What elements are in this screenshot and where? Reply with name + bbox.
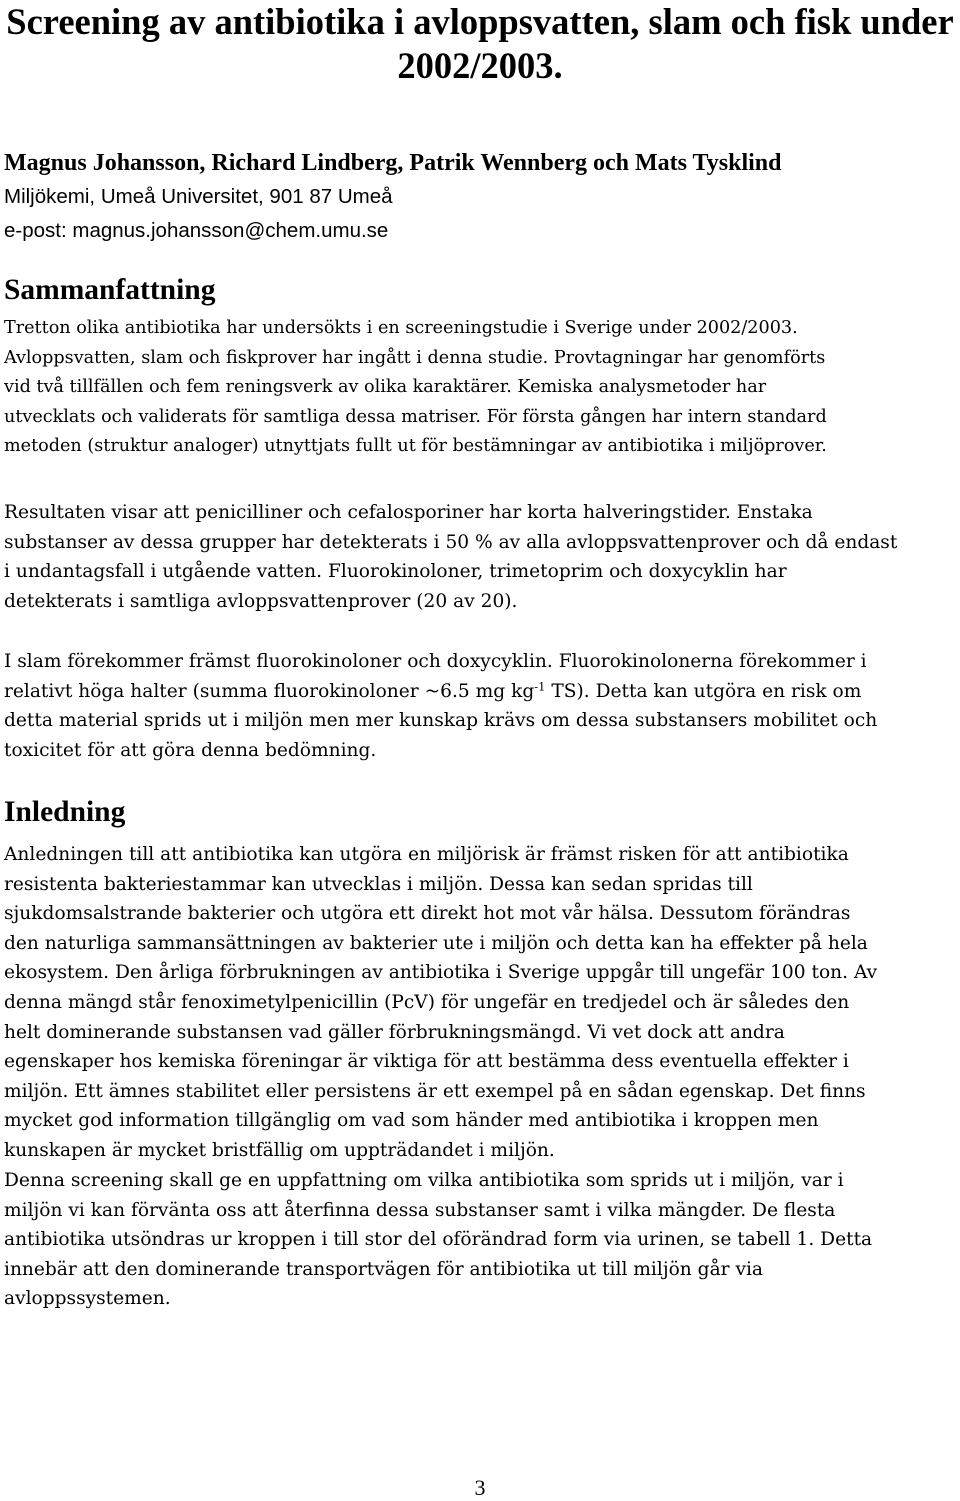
- email-line: e-post: magnus.johansson@chem.umu.se: [4, 219, 389, 242]
- authors-line: Magnus Johansson, Richard Lindberg, Patrik Wennberg och Mats Tysklind: [4, 150, 782, 176]
- intro-paragraph-2: Denna screening skall ge en uppfattning om vilka antibiotika som sprids ut i miljön, var i miljön vi kan förvänta oss att återfinna dessa substanser samt i vilka mängder. De flesta antibiotika utsöndras ur kroppen i till stor del oförändrad form via urinen, se tabell 1. Detta innebär att den dominerande transportvägen för antibiotika ut till miljön går via avloppssystemen.: [4, 1170, 873, 1310]
- intro-heading: Inledning: [4, 796, 126, 828]
- summary-paragraph-1: Tretton olika antibiotika har undersökts i en screeningstudie i Sverige under 2002/2003. Avloppsvatten, slam och fiskprover har ingått i denna studie. Provtagningar har genomförts vid två tillfällen och fem reningsverk av olika karaktärer. Kemiska analysmetoder har utvecklats och validerats för samtliga dessa matriser. För första gången har intern standard metoden (struktur analoger) utnyttjats fullt ut för bestämningar av antibiotika i miljöprover.: [4, 318, 827, 457]
- summary-paragraph-3-text-b: TS). Detta kan utgöra en risk om detta material sprids ut i miljön men mer kunskap krävs om dessa substansers mobilitet och toxicitet för att göra denna bedömning.: [4, 680, 878, 761]
- summary-paragraph-3-text-a: I slam förekommer främst fluorokinoloner och doxycyklin. Fluorokinolonerna förekommer i relativt höga halter (summa fluorokinoloner ~6.5 mg kg: [4, 651, 867, 702]
- summary-paragraph-2: Resultaten visar att penicilliner och cefalosporiner har korta halveringstider. Enstaka substanser av dessa grupper har detekterats i 50 % av alla avloppsvattenprover och då endast i undantagsfall i utgående vatten. Fluorokinoloner, trimetoprim och doxycyklin har detekterats i samtliga avloppsvattenprover (20 av 20).: [4, 502, 898, 612]
- summary-paragraph-3: [4, 647, 956, 765]
- affiliation-line: Miljökemi, Umeå Universitet, 901 87 Umeå: [4, 185, 393, 208]
- summary-heading: Sammanfattning: [4, 274, 216, 306]
- document-title: Screening av antibiotika i avloppsvatten, slam och fisk under 2002/2003.: [6, 1, 954, 86]
- page-number: 3: [474, 1475, 486, 1500]
- summary-paragraph-3-superscript: -1: [534, 679, 546, 694]
- intro-paragraph-1: Anledningen till att antibiotika kan utgöra en miljörisk är främst risken för att antibiotika resistenta bakteriestammar kan utvecklas i miljön. Dessa kan sedan spridas till sjukdomsalstrande bakterier och utgöra ett direkt hot mot vår hälsa. Dessutom förändras den naturliga sammansättningen av bakterier ute i miljön och detta kan ha effekter på hela ekosystem. Den årliga förbrukningen av antibiotika i Sverige uppgår till ungefär 100 ton. Av denna mängd står fenoximetylpenicillin (PcV) för ungefär en tredjedel och är således den helt dominerande substansen vad gäller förbrukningsmängd. Vi vet dock att andra egenskaper hos kemiska föreningar är viktiga för att bestämma dess eventuella effekter i miljön. Ett ämnes stabilitet eller persistens är ett exempel på en sådan egenskap. Det finns mycket god information tillgänglig om vad som händer med antibiotika i kroppen men kunskapen är mycket bristfällig om uppträdandet i miljön.: [4, 844, 878, 1161]
